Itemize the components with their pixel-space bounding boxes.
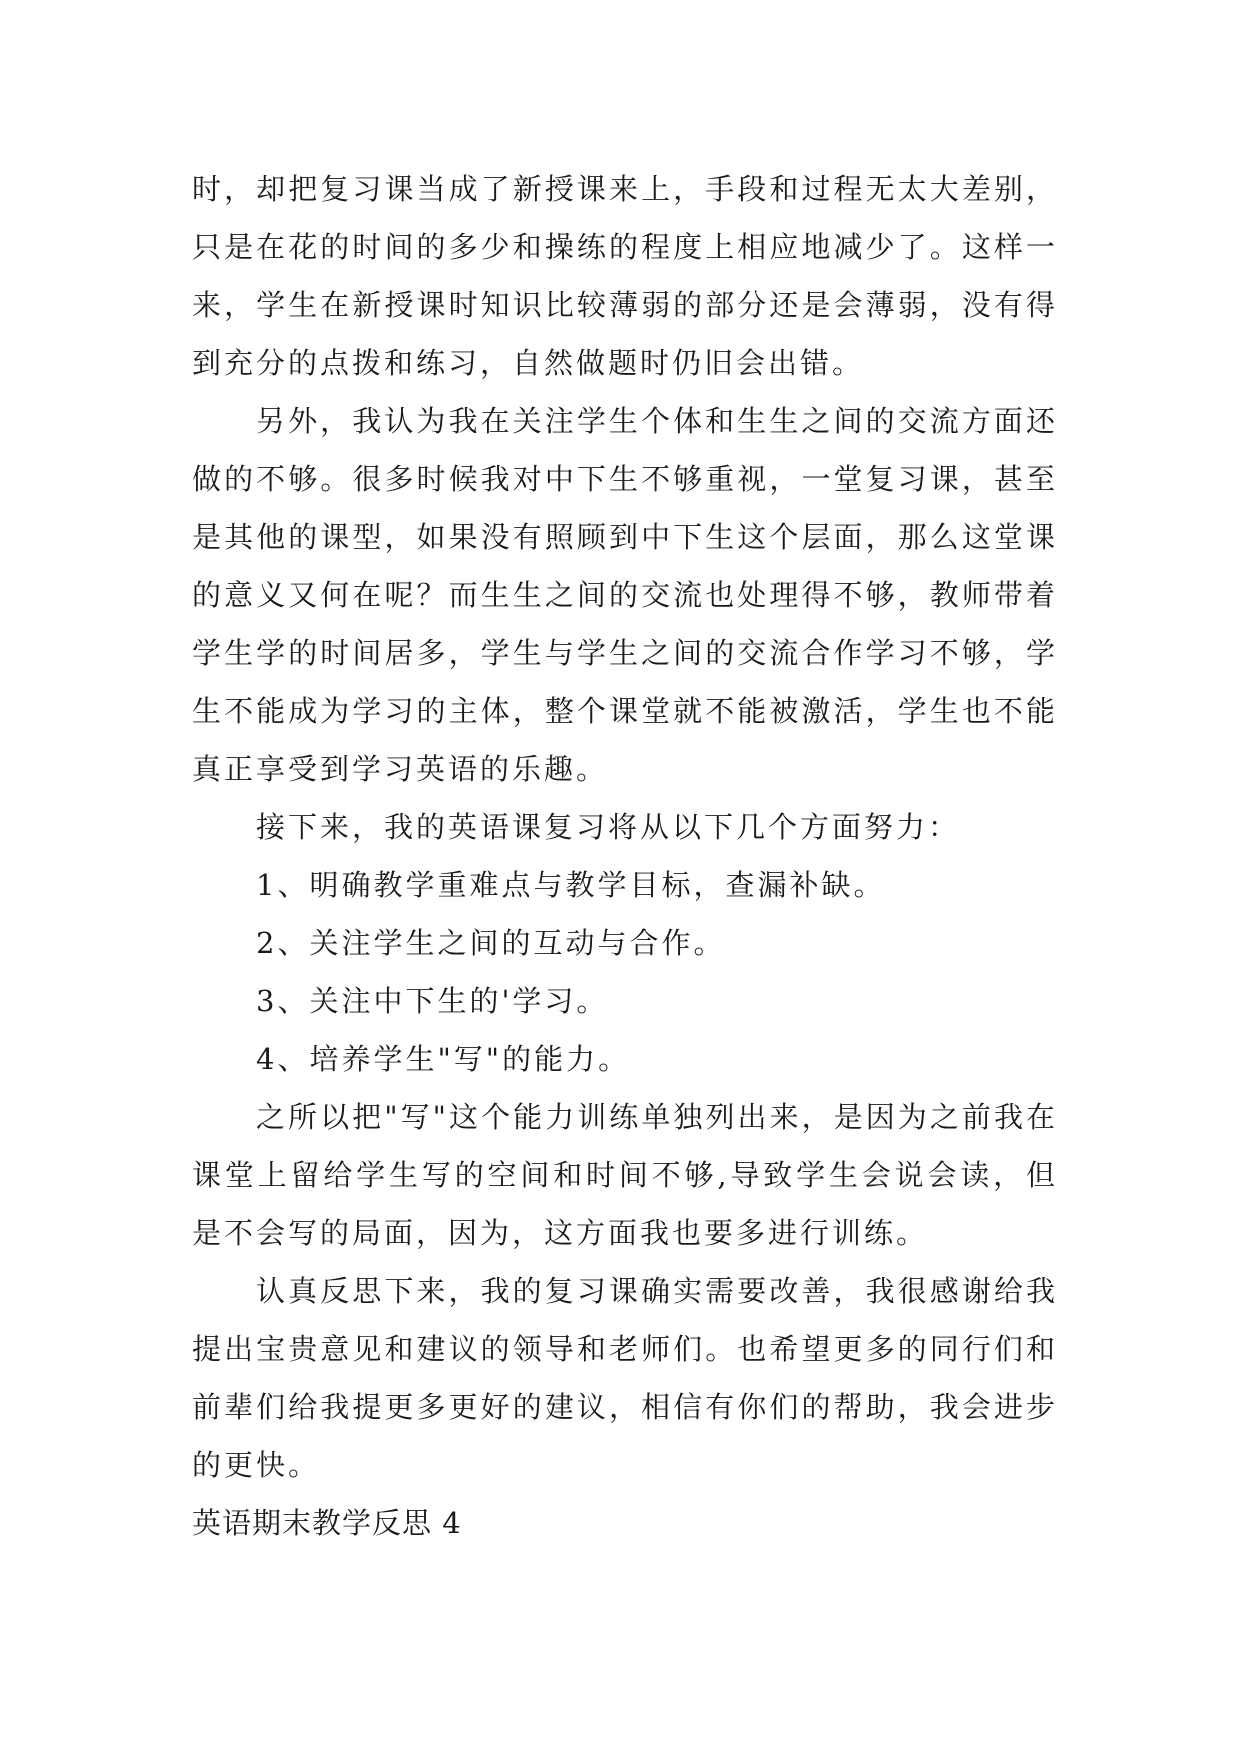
document-body xyxy=(192,160,1058,1552)
list-item-1: 1、明确教学重难点与教学目标，查漏补缺。 xyxy=(256,868,886,902)
paragraph-plan-intro: 接下来，我的英语课复习将从以下几个方面努力： xyxy=(256,810,961,844)
paragraph-conclusion: 认真反思下来，我的复习课确实需要改善，我很感谢给我提出宝贵意见和建议的领导和老师们。也希望更多的同行们和前辈们给我提更多更好的建议，相信有你们的帮助，我会进步的更快。 xyxy=(192,1274,1058,1482)
list-item-3: 3、关注中下生的'学习。 xyxy=(256,984,609,1018)
paragraph-reflection: 另外，我认为我在关注学生个体和生生之间的交流方面还做的不够。很多时候我对中下生不够重视，一堂复习课，甚至是其他的课型，如果没有照顾到中下生这个层面，那么这堂课的意义又何在呢？而生生之间的交流也处理得不够，教师带着学生学的时间居多，学生与学生之间的交流合作学习不够，学生不能成为学习的主体，整个课堂就不能被激活，学生也不能真正享受到学习英语的乐趣。 xyxy=(192,404,1058,786)
paragraph-writing-explanation: 之所以把"写"这个能力训练单独列出来，是因为之前我在课堂上留给学生写的空间和时间不够,导致学生会说会读，但是不会写的局面，因为，这方面我也要多进行训练。 xyxy=(192,1100,1058,1250)
section-heading: 英语期末教学反思 4 xyxy=(192,1506,462,1540)
paragraph-continuation: 时，却把复习课当成了新授课来上，手段和过程无太大差别，只是在花的时间的多少和操练的程度上相应地减少了。这样一来，学生在新授课时知识比较薄弱的部分还是会薄弱，没有得到充分的点拨和练习，自然做题时仍旧会出错。 xyxy=(192,172,1058,380)
list-item-2: 2、关注学生之间的互动与合作。 xyxy=(256,926,726,960)
list-item-4: 4、培养学生"写"的能力。 xyxy=(256,1042,631,1076)
